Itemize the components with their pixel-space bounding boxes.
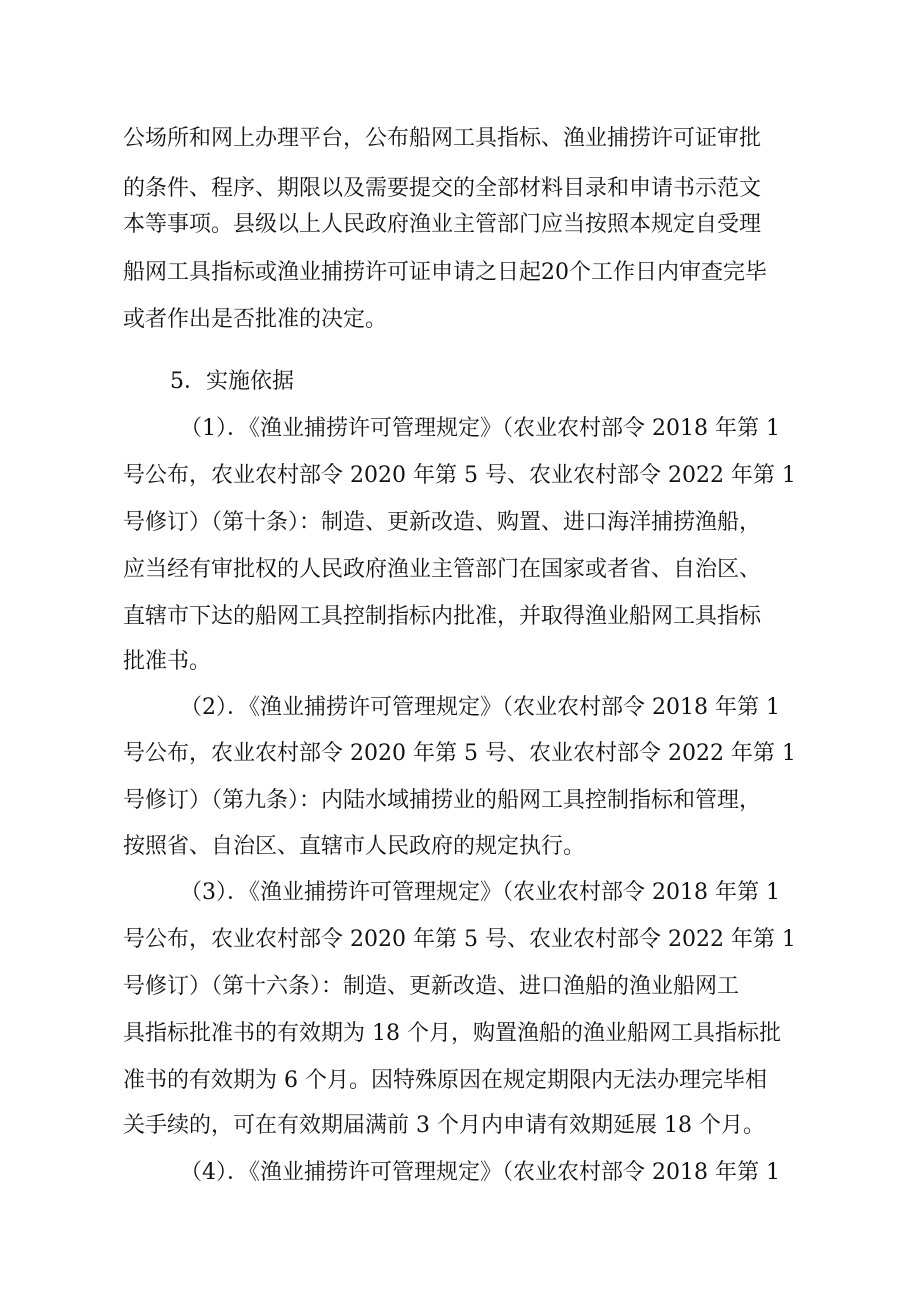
- text-line: 按照省、自治区、直辖市人民政府的规定执行。: [123, 834, 586, 859]
- text-line: 具指标批准书的有效期为 18 个月，购置渔船的渔业船网工具指标批: [123, 1021, 781, 1046]
- text-line: 或者作出是否批准的决定。: [123, 307, 388, 332]
- text-line: 关手续的，可在有效期届满前 3 个月内申请有效期延展 18 个月。: [123, 1113, 765, 1138]
- text-line: 号修订）（第九条）：内陆水域捕捞业的船网工具控制指标和管理，: [123, 788, 762, 813]
- text-line: （4）．《渔业捕捞许可管理规定》（农业农村部令 2018 年第 1: [180, 1160, 780, 1185]
- section-heading: 5．实施依据: [170, 369, 294, 394]
- text-line: 本等事项。县级以上人民政府渔业主管部门应当按照本规定自受理: [123, 212, 762, 237]
- text-line: 的条件、程序、期限以及需要提交的全部材料目录和申请书示范文: [123, 176, 762, 201]
- text-line: （1）．《渔业捕捞许可管理规定》（农业农村部令 2018 年第 1: [180, 416, 780, 441]
- text-line: 公场所和网上办理平台，公布船网工具指标、渔业捕捞许可证审批: [123, 126, 762, 151]
- text-line: 号公布，农业农村部令 2020 年第 5 号、农业农村部令 2022 年第 1: [123, 927, 796, 952]
- text-line: 号修订）（第十六条）：制造、更新改造、进口渔船的渔业船网工: [123, 974, 740, 999]
- text-line: 船网工具指标或渔业捕捞许可证申请之日起20个工作日内审查完毕: [123, 260, 767, 285]
- text-line: 应当经有审批权的人民政府渔业主管部门在国家或者省、自治区、: [123, 557, 762, 582]
- text-line: 准书的有效期为 6 个月。因特殊原因在规定期限内无法办理完毕相: [123, 1068, 767, 1093]
- text-line: 批准书。: [123, 649, 212, 674]
- text-line: 号公布，农业农村部令 2020 年第 5 号、农业农村部令 2022 年第 1: [123, 463, 796, 488]
- text-line: （2）．《渔业捕捞许可管理规定》（农业农村部令 2018 年第 1: [180, 695, 780, 720]
- text-line: （3）．《渔业捕捞许可管理规定》（农业农村部令 2018 年第 1: [180, 880, 780, 905]
- text-line: 直辖市下达的船网工具控制指标内批准，并取得渔业船网工具指标: [123, 604, 762, 629]
- text-line: 号修订）（第十条）：制造、更新改造、购置、进口海洋捕捞渔船，: [123, 510, 762, 535]
- text-line: 号公布，农业农村部令 2020 年第 5 号、农业农村部令 2022 年第 1: [123, 741, 796, 766]
